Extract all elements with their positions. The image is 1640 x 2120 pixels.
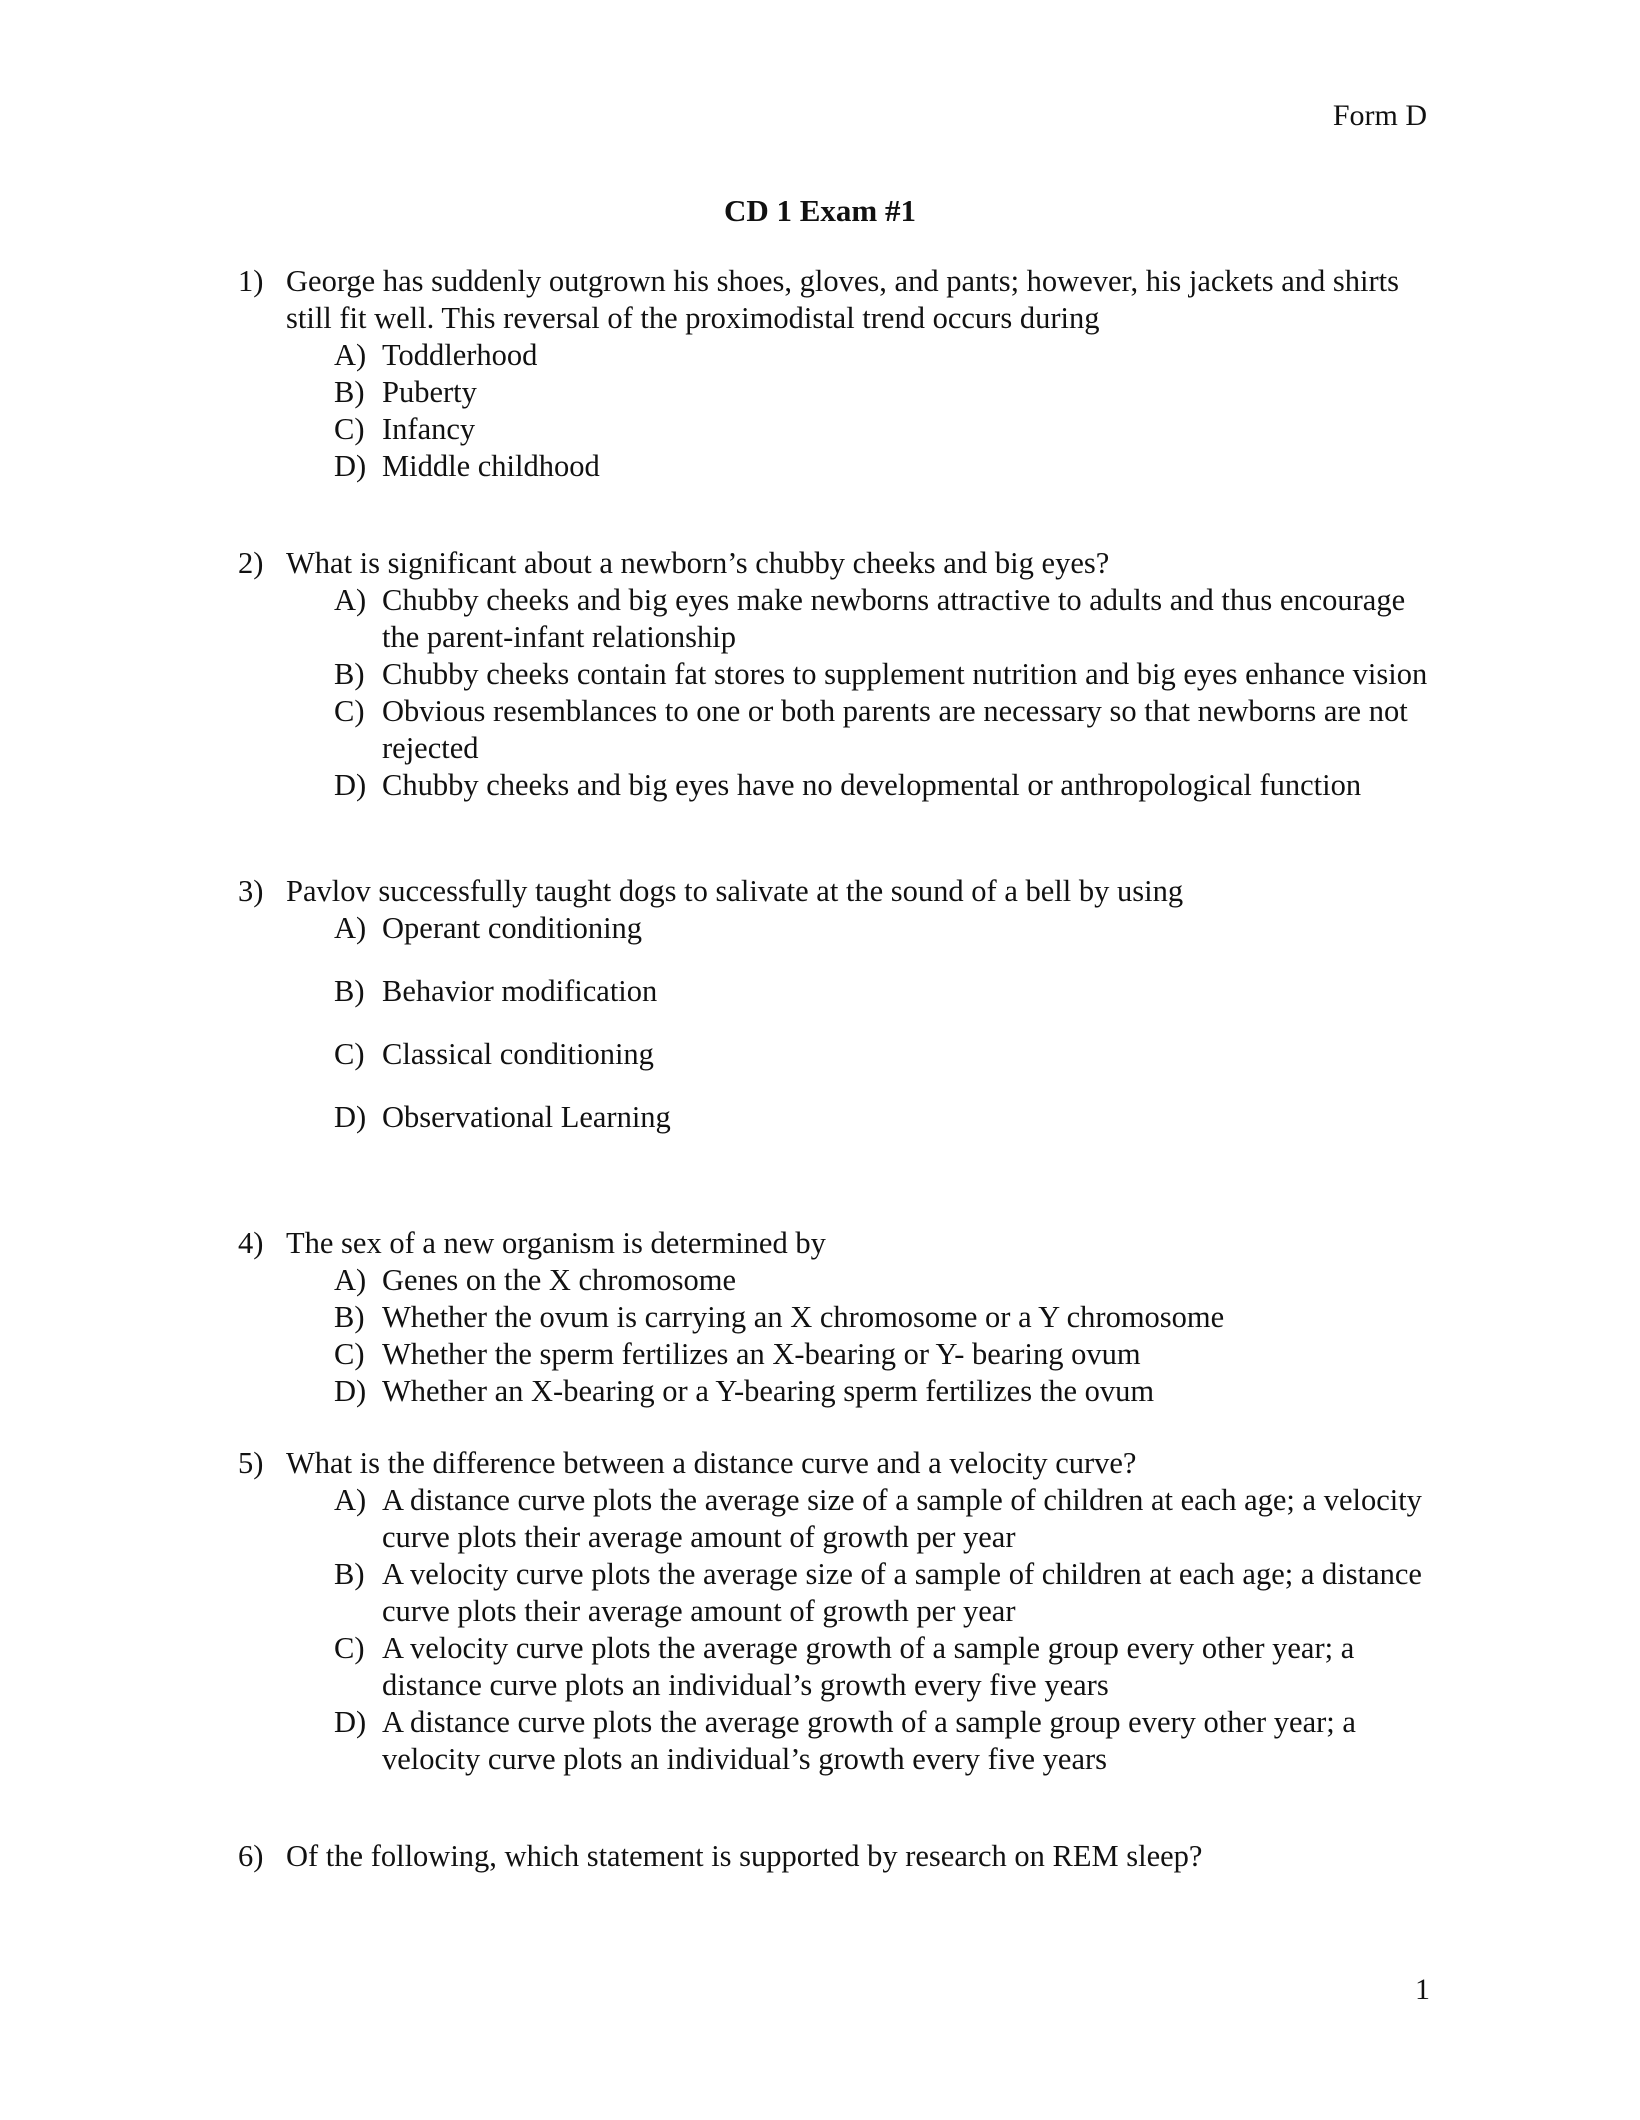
option-text: Puberty xyxy=(382,375,477,409)
question-stem xyxy=(238,263,1428,337)
option-text: Chubby cheeks contain fat stores to supplement nutrition and big eyes enhance vision xyxy=(382,657,1428,691)
option-letter: B) xyxy=(334,657,365,691)
option-text: Toddlerhood xyxy=(382,338,538,372)
option-letter: C) xyxy=(334,1337,365,1371)
option-letter: D) xyxy=(334,1100,367,1134)
option-b xyxy=(334,656,1428,693)
option-a xyxy=(334,337,1428,374)
page-number: 1 xyxy=(1415,1973,1430,2006)
question-number: 5) xyxy=(238,1446,264,1480)
question-number: 1) xyxy=(238,264,264,298)
form-label: Form D xyxy=(1332,99,1427,132)
option-b xyxy=(334,374,1428,411)
option-letter: A) xyxy=(334,338,367,372)
question-text: The sex of a new organism is determined by xyxy=(286,1226,826,1260)
option-letter: D) xyxy=(334,768,367,802)
question-text: George has suddenly outgrown his shoes, gloves, and pants; however, his jackets and shirts still fit well. This reversal of the proximodistal trend occurs during xyxy=(286,264,1399,335)
option-letter: A) xyxy=(334,911,367,945)
option-c xyxy=(334,1336,1428,1373)
option-a xyxy=(334,1482,1428,1556)
option-text: Observational Learning xyxy=(382,1100,671,1134)
option-text: Chubby cheeks and big eyes have no developmental or anthropological function xyxy=(382,768,1362,802)
option-letter: D) xyxy=(334,1705,367,1739)
question-6 xyxy=(238,1838,1428,1875)
option-text: A distance curve plots the average growth of a sample group every other year; a velocity curve plots an individual’s growth every five years xyxy=(382,1705,1356,1776)
question-stem xyxy=(238,1445,1428,1482)
option-letter: C) xyxy=(334,1631,365,1665)
question-text: Of the following, which statement is supported by research on REM sleep? xyxy=(286,1839,1203,1873)
option-text: Infancy xyxy=(382,412,476,446)
option-text: Operant conditioning xyxy=(382,911,643,945)
option-c xyxy=(334,693,1428,767)
option-letter: B) xyxy=(334,1300,365,1334)
option-letter: A) xyxy=(334,583,367,617)
option-text: A distance curve plots the average size of a sample of children at each age; a velocity curve plots their average amount of growth per year xyxy=(382,1483,1422,1554)
question-2 xyxy=(238,545,1428,804)
option-d xyxy=(334,448,1428,485)
option-letter: D) xyxy=(334,1374,367,1408)
question-4 xyxy=(238,1225,1428,1410)
question-text: What is significant about a newborn’s chubby cheeks and big eyes? xyxy=(286,546,1110,580)
option-b xyxy=(334,1299,1428,1336)
option-letter: D) xyxy=(334,449,367,483)
option-list xyxy=(334,337,1428,485)
option-text: Obvious resemblances to one or both parents are necessary so that newborns are not rejected xyxy=(382,694,1408,765)
question-number: 6) xyxy=(238,1839,264,1873)
option-c xyxy=(334,1630,1428,1704)
question-stem xyxy=(238,873,1428,910)
option-text: Chubby cheeks and big eyes make newborns attractive to adults and thus encourage the parent-infant relationship xyxy=(382,583,1406,654)
option-letter: B) xyxy=(334,375,365,409)
question-text: What is the difference between a distance curve and a velocity curve? xyxy=(286,1446,1137,1480)
option-b xyxy=(334,1556,1428,1630)
option-letter: A) xyxy=(334,1263,367,1297)
option-text: A velocity curve plots the average size of a sample of children at each age; a distance curve plots their average amount of growth per year xyxy=(382,1557,1422,1628)
option-text: Classical conditioning xyxy=(382,1037,654,1071)
question-1 xyxy=(238,263,1428,485)
option-c xyxy=(334,1036,1428,1073)
option-list xyxy=(334,582,1428,804)
option-a xyxy=(334,582,1428,656)
question-stem xyxy=(238,1838,1428,1875)
option-letter: C) xyxy=(334,412,365,446)
question-number: 2) xyxy=(238,546,264,580)
option-letter: B) xyxy=(334,974,365,1008)
option-letter: B) xyxy=(334,1557,365,1591)
option-letter: C) xyxy=(334,694,365,728)
option-d xyxy=(334,1099,1428,1136)
question-number: 3) xyxy=(238,874,264,908)
option-c xyxy=(334,411,1428,448)
option-d xyxy=(334,767,1428,804)
question-stem xyxy=(238,1225,1428,1262)
option-text: A velocity curve plots the average growth of a sample group every other year; a distance curve plots an individual’s growth every five years xyxy=(382,1631,1355,1702)
option-a xyxy=(334,910,1428,947)
option-list xyxy=(334,910,1428,1136)
option-text: Behavior modification xyxy=(382,974,658,1008)
option-d xyxy=(334,1704,1428,1778)
question-stem xyxy=(238,545,1428,582)
page-title: CD 1 Exam #1 xyxy=(723,193,917,228)
question-text: Pavlov successfully taught dogs to salivate at the sound of a bell by using xyxy=(286,874,1184,908)
option-text: Middle childhood xyxy=(382,449,600,483)
option-text: Whether an X-bearing or a Y-bearing sperm fertilizes the ovum xyxy=(382,1374,1155,1408)
question-number: 4) xyxy=(238,1226,264,1260)
question-3 xyxy=(238,873,1428,1162)
option-list xyxy=(334,1482,1428,1778)
option-letter: C) xyxy=(334,1037,365,1071)
option-b xyxy=(334,973,1428,1010)
option-d xyxy=(334,1373,1428,1410)
option-text: Whether the ovum is carrying an X chromosome or a Y chromosome xyxy=(382,1300,1225,1334)
option-a xyxy=(334,1262,1428,1299)
option-list xyxy=(334,1262,1428,1410)
option-letter: A) xyxy=(334,1483,367,1517)
option-text: Whether the sperm fertilizes an X-bearing or Y- bearing ovum xyxy=(382,1337,1141,1371)
option-text: Genes on the X chromosome xyxy=(382,1263,737,1297)
question-5 xyxy=(238,1445,1428,1778)
